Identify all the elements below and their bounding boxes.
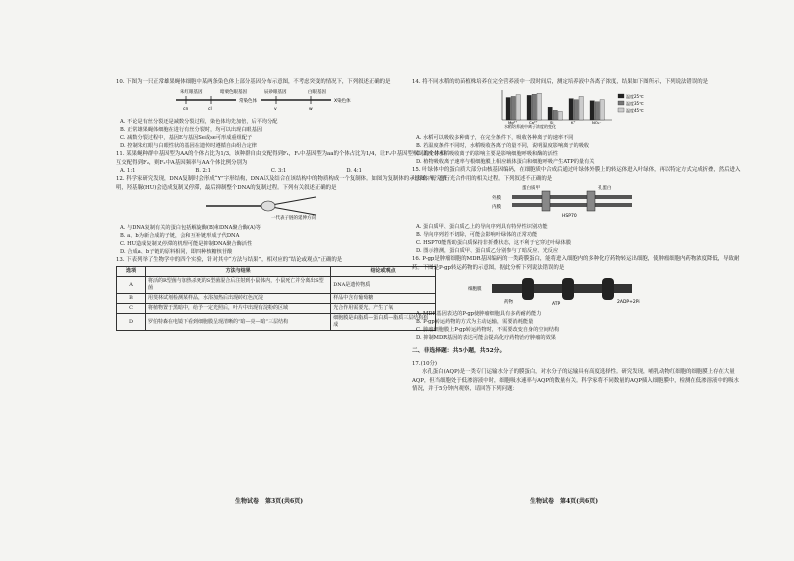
q12-option-d: D. 合成a、b子链的原料相同，即四种核糖核苷酸 — [120, 249, 233, 256]
q12-option-a: A. 与DNA复制有关的蛋白包括解旋酶(B)和DNA聚合酶(A)等 — [120, 225, 261, 232]
q14-bar — [595, 102, 599, 120]
q13-table — [116, 266, 436, 331]
table-row — [117, 314, 436, 331]
q16-option-a: A. MDR基因表达的P-gp使肿瘤细胞具有多药耐药能力 — [416, 311, 542, 318]
q14-legend-label: 温度25℃ — [626, 94, 644, 100]
q10-chromosome-diagram — [116, 86, 448, 114]
q14-tick-label: K⁺ — [571, 120, 576, 126]
table-cell: 光合作用需要光，产生了氧 — [331, 304, 436, 314]
table-header-row — [117, 267, 436, 277]
section-2-heading: 二、非选择题：共5小题，共52分。 — [412, 348, 506, 355]
svg-text:暗栗色眼基因: 暗栗色眼基因 — [220, 90, 247, 96]
table-header: 方法与结果 — [146, 267, 331, 277]
q10-option-a: A. 不论是有丝分裂还是减数分裂过程，染色体均先加倍，后平均分配 — [120, 119, 278, 126]
table-header: 结论或观点 — [331, 267, 436, 277]
svg-text:孔蛋白: 孔蛋白 — [598, 186, 612, 192]
table-cell: 将植物置于黑暗中，给予一定光照后，叶片中出现有淀粉的区域 — [146, 304, 331, 314]
svg-text:v: v — [274, 107, 277, 113]
q14-ion-bar-chart — [412, 86, 744, 130]
table-cell: D — [117, 314, 146, 331]
svg-text:HSP70: HSP70 — [562, 214, 577, 220]
q14-bar — [537, 94, 541, 121]
q11-options — [120, 167, 448, 175]
table-row — [117, 304, 436, 314]
q14-legend-label: 温度35℃ — [626, 101, 644, 107]
table-row — [117, 294, 436, 304]
svg-text:w: w — [309, 107, 313, 113]
q12-option-c: C. HU造成复制叉停滞的机理可能是抑制DNA聚合酶活性 — [120, 241, 253, 248]
svg-text:ATP: ATP — [552, 302, 561, 307]
q10-stem: 10. 下图为一只正常雄果蝇体细胞中某两条染色体上部分基因分布示意图，不考虑突变的情况下，下列叙述正确的是 — [116, 79, 391, 85]
q11-option-a: A. 1:1 — [120, 168, 136, 175]
q14-bar — [506, 98, 510, 121]
q11-option-d: D. 4:1 — [346, 168, 362, 175]
left-page-footer: 生物试卷 第3页(共6页) — [235, 498, 304, 505]
q14-bar — [553, 111, 557, 121]
q14-legend-label: 温度45℃ — [626, 108, 644, 114]
table-cell: DNA是遗传物质 — [331, 277, 436, 294]
q11-option-c: C. 3:1 — [270, 168, 287, 175]
right-page — [412, 78, 744, 488]
svg-text:X染色体: X染色体 — [334, 99, 351, 105]
q15-chloroplast-membrane-diagram — [412, 183, 744, 219]
table-row — [117, 277, 436, 294]
svg-text:常染色体: 常染色体 — [239, 99, 257, 105]
q14-bar — [511, 97, 515, 121]
q14-tick-label: Mg²⁺ — [508, 120, 518, 126]
table-cell: 细胞膜是由脂质—蛋白质—脂质三层结构构成 — [331, 314, 436, 331]
svg-text:内膜: 内膜 — [492, 205, 501, 211]
q14-legend-swatch — [618, 101, 624, 105]
q14-bar — [574, 100, 578, 120]
q12-replication-fork-diagram — [116, 192, 448, 220]
left-page — [116, 78, 448, 488]
q17-stem: 17.(10分) — [412, 360, 438, 367]
q16-stem: 16. P-gp是肿瘤细胞的MDR基因编码的一类跨膜蛋白，能将进入细胞内的多种化疗药物转运出细胞，使肿瘤细胞内药物浓度降低，导致耐药。下图是P-gp转运药物的示意图，据此分析下列说法错误的是 — [412, 256, 740, 271]
table-header: 选项 — [117, 267, 146, 277]
q15-option-b: B. 导向序列若不切除，可能会影响叶绿体的正常功能 — [416, 232, 538, 239]
q15-stem: 15. 叶绿体中的蛋白质大部分由核基因编码，在细胞质中合成后通过叶绿体外膜上的转运体进入叶绿体，再以特定方式完成折叠，然后进入叶绿体内，进行光合作用的相关过程。下列叙述不正确的是 — [412, 167, 741, 182]
q14-bar — [590, 101, 594, 120]
q14-bar — [548, 108, 552, 121]
q11-option-b: B. 2:1 — [195, 168, 211, 175]
table-cell: 样品中含有葡萄糖 — [331, 294, 436, 304]
q14-legend-swatch — [618, 94, 624, 98]
q14-bar — [558, 112, 562, 121]
q10-option-c: C. 减数分裂过程中，基因E与基因Se或se可形成重组配子 — [120, 135, 253, 142]
q14-tick-label: NO₃⁻ — [592, 120, 602, 126]
q15-option-d: D. 图示推测，蛋白质甲、蛋白质乙分别参与了暗反应、光反应 — [416, 248, 559, 255]
q14-option-a: A. 水稻可以吸收多种离子，在完全条件下，吸收各种离子的速率不同 — [416, 135, 574, 142]
svg-text:蛋白质甲: 蛋白质甲 — [522, 186, 540, 192]
table-cell: A — [117, 277, 146, 294]
svg-text:一代表子链的延伸方向: 一代表子链的延伸方向 — [271, 216, 316, 221]
right-page-footer: 生物试卷 第4页(共6页) — [530, 498, 599, 505]
svg-text:外膜: 外膜 — [492, 196, 501, 202]
q14-option-d: D. 植物吸收离子速率与根细胞膜上相应载体蛋白和细胞呼吸产生ATP的量有关 — [416, 159, 595, 166]
q15-option-c: C. HSP70能帮助蛋白质保持非折叠状态，这不利于它穿过叶绿体膜 — [416, 240, 571, 247]
q16-pgp-membrane-diagram — [412, 272, 744, 306]
q14-bar — [527, 96, 531, 121]
table-cell: 罗伯特森在电镜下看到细胞膜呈现清晰的“暗—亮—暗”三层结构 — [146, 314, 331, 331]
q17-text: 水孔蛋白(AQP)是一类专门运输水分子的膜蛋白，对水分子的运输具有高度选择性。研究发现，哺乳动物红细胞的细胞膜上存在大量AQP，但当细胞处于低渗溶液中时，细胞吸水速率与AQP的数量有关。科学家将不同数量的AQP插入细胞膜中，检测在低渗溶液中的吸水情况，并于5分钟内观察，请回答下列问题： — [412, 369, 739, 393]
q14-bar — [569, 99, 573, 120]
q14-chart-xlabel: 水稻培养液中离子浓度的变化 — [504, 124, 556, 130]
svg-text:白眼基因: 白眼基因 — [308, 90, 326, 96]
q10-option-b: B. 正常雄果蝇体细胞在进行有丝分裂时，均可以出现白眼基因 — [120, 127, 262, 134]
q15-option-a: A. 蛋白质甲、蛋白质乙上的导向序列具有特异性识别功能 — [416, 224, 548, 231]
q14-bar — [600, 100, 604, 120]
q14-bar — [516, 95, 520, 120]
svg-text:cn: cn — [183, 107, 189, 113]
q14-option-c: C. 温度对水稻吸收离子的影响主要是影响细胞呼吸和酶的活性 — [416, 151, 558, 158]
q12-option-b: B. a、b为新合成的子链，会和互补链形成子代DNA — [120, 233, 240, 240]
svg-text:cl: cl — [208, 107, 212, 113]
q10-option-d: D. 控制朱红眼与白眼性状的基因在遗传时遵循自由组合定律 — [120, 143, 257, 150]
q11-stem: 11. 某果蝇种群中基因型为AA的个体占比为1/3，该种群自由交配得到F₁，F₁中基因型为aa的个体占比为1/4，让F₁中基因型相同的个体相互交配得到F₂，则F₂中A基因频率与AA个体比例分别为 — [116, 151, 446, 166]
q14-tick-label: Si — [550, 120, 554, 126]
svg-text:辰砂眼基因: 辰砂眼基因 — [264, 90, 287, 96]
q14-bar — [532, 95, 536, 121]
svg-text:朱红眼基因: 朱红眼基因 — [180, 90, 203, 96]
q16-option-c: C. 肿瘤细胞膜上P-gp转运药物时，不需要改变自身的空间结构 — [416, 327, 560, 334]
q14-legend-swatch — [618, 108, 624, 112]
svg-text:药物: 药物 — [504, 300, 513, 306]
svg-text:细胞膜: 细胞膜 — [468, 287, 482, 293]
q14-tick-label: Ca²⁺ — [529, 120, 538, 126]
q16-option-b: B. P-gp转运药物的方式为主动运输，需要消耗能量 — [416, 319, 534, 326]
q16-option-d: D. 抑制MDR基因的表达可能会提高化疗药物治疗肿瘤的效果 — [416, 335, 556, 342]
q12-stem: 12. 科学家研究发现，DNA复制时会形成“Y”字形结构，DNA以及结合在该结构中的物质构成一个复制体。如图为复制体的示意图，研究表明，羟基脲(HU)会造成复制叉停滞，最后抑制整个DNA的复制过程。下列有关叙述正确的是 — [116, 176, 447, 191]
svg-text:2ADP+2Pi: 2ADP+2Pi — [617, 300, 640, 306]
table-cell: C — [117, 304, 146, 314]
q14-stem: 14. 将不同水稻的幼苗植株培养在完全营养液中一段时间后，测定培养液中各离子浓度，结果如下图所示，下列说法错误的是 — [412, 79, 708, 85]
table-cell: 用斐林试剂检测某样品，水浴加热后出现砖红色沉淀 — [146, 294, 331, 304]
q13-stem: 13. 下表列举了生物学中的四个实验，针对其中“方法与结果”，相对应的“结论或观点”正确的是 — [116, 257, 343, 264]
q14-bar — [579, 97, 583, 121]
table-cell: 将活的R型菌与加热杀死的S型菌混合后注射到小鼠体内，小鼠死亡并分离出S型菌 — [146, 277, 331, 294]
q14-option-b: B. 若温度条件不同时，水稻吸收各离子的量不同，说明温度影响离子的吸收 — [416, 143, 590, 150]
table-cell: B — [117, 294, 146, 304]
